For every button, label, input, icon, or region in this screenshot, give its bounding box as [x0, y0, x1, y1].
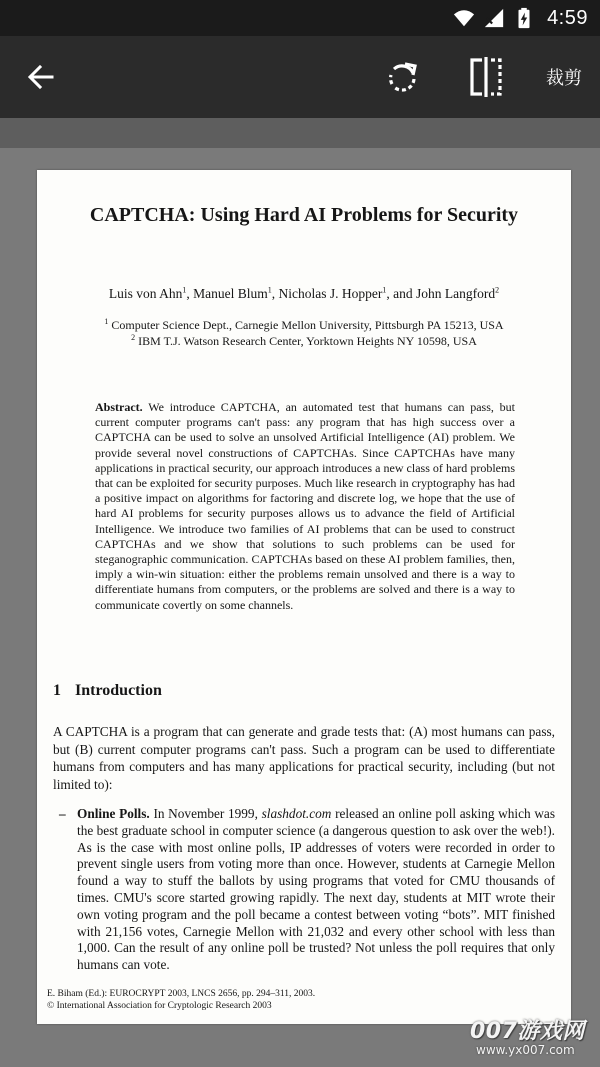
abstract-body: We introduce CAPTCHA, an automated test that humans can pass, but current computer programs can't pass: any program that has high success over a CAPTCHA can be used to solve an unsolved Artificial Intelligence (AI) problem. We provide several novel constructions of CAPTCHAs. Since CAPTCHAs have many applications in practical security, our approach introduces a new class of hard problems that can be exploited for security purposes. Much like research in cryptography has had a positive impact on algorithms for factoring and discrete log, we hope that the use of hard AI problems for security purposes allows us to advance the field of Artificial Intelligence. We introduce two families of AI problems that can be used to construct CAPTCHAs and we show that solutions to such problems can be used for steganographic communication. CAPTCHAs based on these AI problem families, then, imply a win-win situation: either the problems remain unsolved and there is a way to differentiate humans from computers, or the problems are solved and there is a way to communicate covertly on some channels.: [95, 400, 515, 612]
rotate-icon: [385, 59, 421, 95]
affiliation-2: [47, 334, 561, 349]
author-sep: ,: [271, 286, 279, 301]
watermark-url: www.yx007.com: [476, 1043, 575, 1057]
affiliation-text: Computer Science Dept., Carnegie Mellon University, Pittsburgh PA 15213, USA: [111, 318, 504, 332]
document-page[interactable]: [37, 170, 571, 1024]
affiliation-text: IBM T.J. Watson Research Center, Yorktown Heights NY 10598, USA: [138, 334, 477, 348]
split-page-icon: [466, 57, 506, 97]
status-time: 4:59: [547, 6, 588, 29]
intro-paragraph: A CAPTCHA is a program that can generate and grade tests that: (A) most humans can pass, but (B) current computer programs can't pass. Such a program can be used to differentiate humans from computers and has many applications for practical security, including (but not limited to):: [53, 724, 555, 792]
bullet-text: In November 1999,: [149, 806, 262, 821]
toolbar-shadow: [0, 118, 600, 148]
paper-title: CAPTCHA: Using Hard AI Problems for Security: [89, 204, 519, 226]
footer-line-1: E. Biham (Ed.): EUROCRYPT 2003, LNCS 2656, pp. 294–311, 2003.: [47, 989, 316, 999]
toolbar: [0, 36, 600, 118]
bullet-item: [77, 806, 555, 974]
section-heading: [53, 682, 162, 700]
footer-line-2: © International Association for Cryptologic Research 2003: [47, 1001, 272, 1011]
author-sup: 1: [267, 285, 272, 295]
bullet-dash: –: [59, 806, 66, 821]
paper-authors: [47, 286, 561, 302]
author-and: , and: [386, 286, 416, 301]
arrow-left-icon: [27, 63, 55, 91]
author-name: Manuel Blum: [193, 286, 268, 301]
author-sep: ,: [186, 286, 194, 301]
author-sup: 2: [495, 285, 500, 295]
section-title: Introduction: [75, 682, 162, 699]
affiliation-1: [47, 318, 561, 333]
author-name: Nicholas J. Hopper: [278, 286, 383, 301]
abstract-heading: Abstract.: [95, 400, 143, 414]
no-signal-icon: [483, 7, 505, 29]
wifi-icon: [453, 7, 475, 29]
affiliation-sup: 1: [104, 317, 109, 326]
affiliation-sup: 2: [131, 333, 136, 342]
back-button[interactable]: [14, 36, 68, 118]
status-bar: [0, 0, 600, 36]
rotate-button[interactable]: [378, 36, 428, 118]
author-sup: 1: [182, 285, 187, 295]
split-page-button[interactable]: [458, 36, 514, 118]
bullet-text: released an online poll asking which was the best graduate school in computer science (a dangerous question to ask over the web!). As is the case with most online polls, IP addresses of voters were recorded in order to prevent single users from voting more than once. However, students at Carnegie Mellon found a way to stuff the ballots by using programs that voted for CMU thousands of times. CMU's score started growing rapidly. The next day, students at MIT wrote their own voting program and the poll became a contest between voting “bots”. MIT finished with 21,156 votes, Carnegie Mellon with 21,032 and every other school with less than 1,000. Can the result of any online poll be trusted? Not unless the poll requires that only humans can vote.: [77, 806, 556, 973]
abstract: [95, 400, 515, 613]
bullet-label: Online Polls.: [77, 806, 150, 821]
author-sup: 1: [382, 285, 387, 295]
section-number: 1: [53, 682, 61, 699]
author-name: Luis von Ahn: [108, 286, 183, 301]
footer-note: [47, 988, 547, 1012]
crop-button[interactable]: 裁剪: [546, 68, 582, 88]
battery-charging-icon: [513, 7, 535, 29]
status-icons: [453, 0, 588, 36]
author-name: John Langford: [416, 286, 496, 301]
watermark-brand: 007游戏网: [470, 1019, 585, 1044]
bullet-italic: slashdot.com: [261, 806, 332, 821]
watermark: [470, 1014, 598, 1064]
